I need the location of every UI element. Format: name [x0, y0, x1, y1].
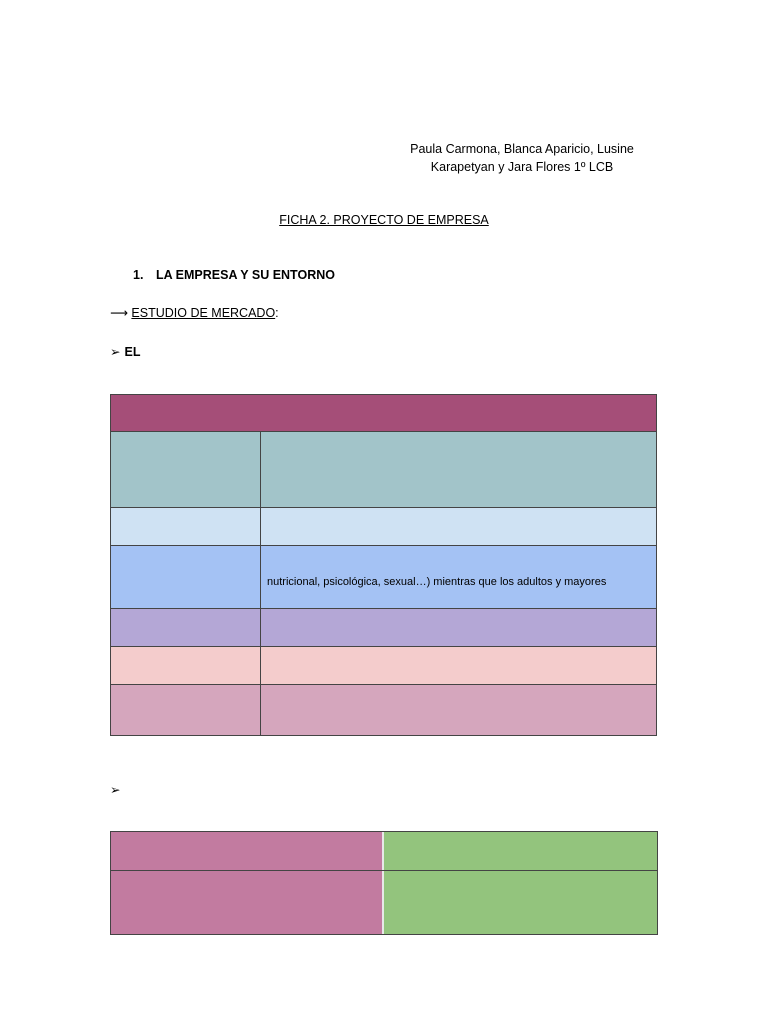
table-cell-text: nutricional, psicológica, sexual…) mientras que los adultos y mayores [267, 576, 607, 588]
table-cell [111, 546, 261, 608]
bullet-item-1 [110, 344, 140, 359]
right-arrow-icon: ⟶ [110, 306, 128, 320]
market-table [110, 394, 657, 736]
section-number: 1. [133, 268, 144, 282]
document-title [0, 213, 768, 227]
table-row [111, 432, 656, 508]
bullet-item-1-text: EL [124, 345, 141, 359]
authors-line-2: Karapetyan y Jara Flores 1º LCB [430, 160, 614, 174]
table-cell [111, 832, 384, 870]
document-title-text: FICHA 2. PROYECTO DE EMPRESA [279, 213, 489, 227]
table-cell [261, 508, 656, 545]
market-table-header [111, 395, 656, 432]
section-heading [133, 268, 335, 282]
table-row [111, 832, 657, 871]
table-row [111, 609, 656, 647]
table-cell [261, 609, 656, 646]
authors-block [380, 140, 664, 176]
arrowhead-bullet-icon: ➢ [110, 783, 121, 797]
table-cell [111, 647, 261, 684]
table-row [111, 871, 657, 934]
section-label: LA EMPRESA Y SU ENTORNO [156, 268, 335, 282]
table-cell [261, 685, 656, 735]
table-cell [261, 647, 656, 684]
table-cell [261, 546, 656, 608]
arrowhead-bullet-icon: ➢ [110, 345, 121, 359]
table-cell [111, 609, 261, 646]
table-cell [384, 871, 657, 934]
table-cell [111, 508, 261, 545]
market-study-heading [110, 305, 279, 320]
table-cell [111, 871, 384, 934]
market-study-link[interactable]: ESTUDIO DE MERCADO [131, 306, 276, 320]
table-row [111, 685, 656, 735]
table-row [111, 647, 656, 685]
table-cell [384, 832, 657, 870]
bullet-item-2 [110, 782, 120, 797]
table-cell [111, 432, 261, 507]
market-study-suffix: : [275, 306, 279, 320]
authors-line-1: Paula Carmona, Blanca Aparicio, Lusine [410, 142, 634, 156]
table-cell [261, 432, 656, 507]
comparison-table [110, 831, 658, 935]
table-cell [111, 685, 261, 735]
table-row [111, 508, 656, 546]
table-row [111, 546, 656, 609]
